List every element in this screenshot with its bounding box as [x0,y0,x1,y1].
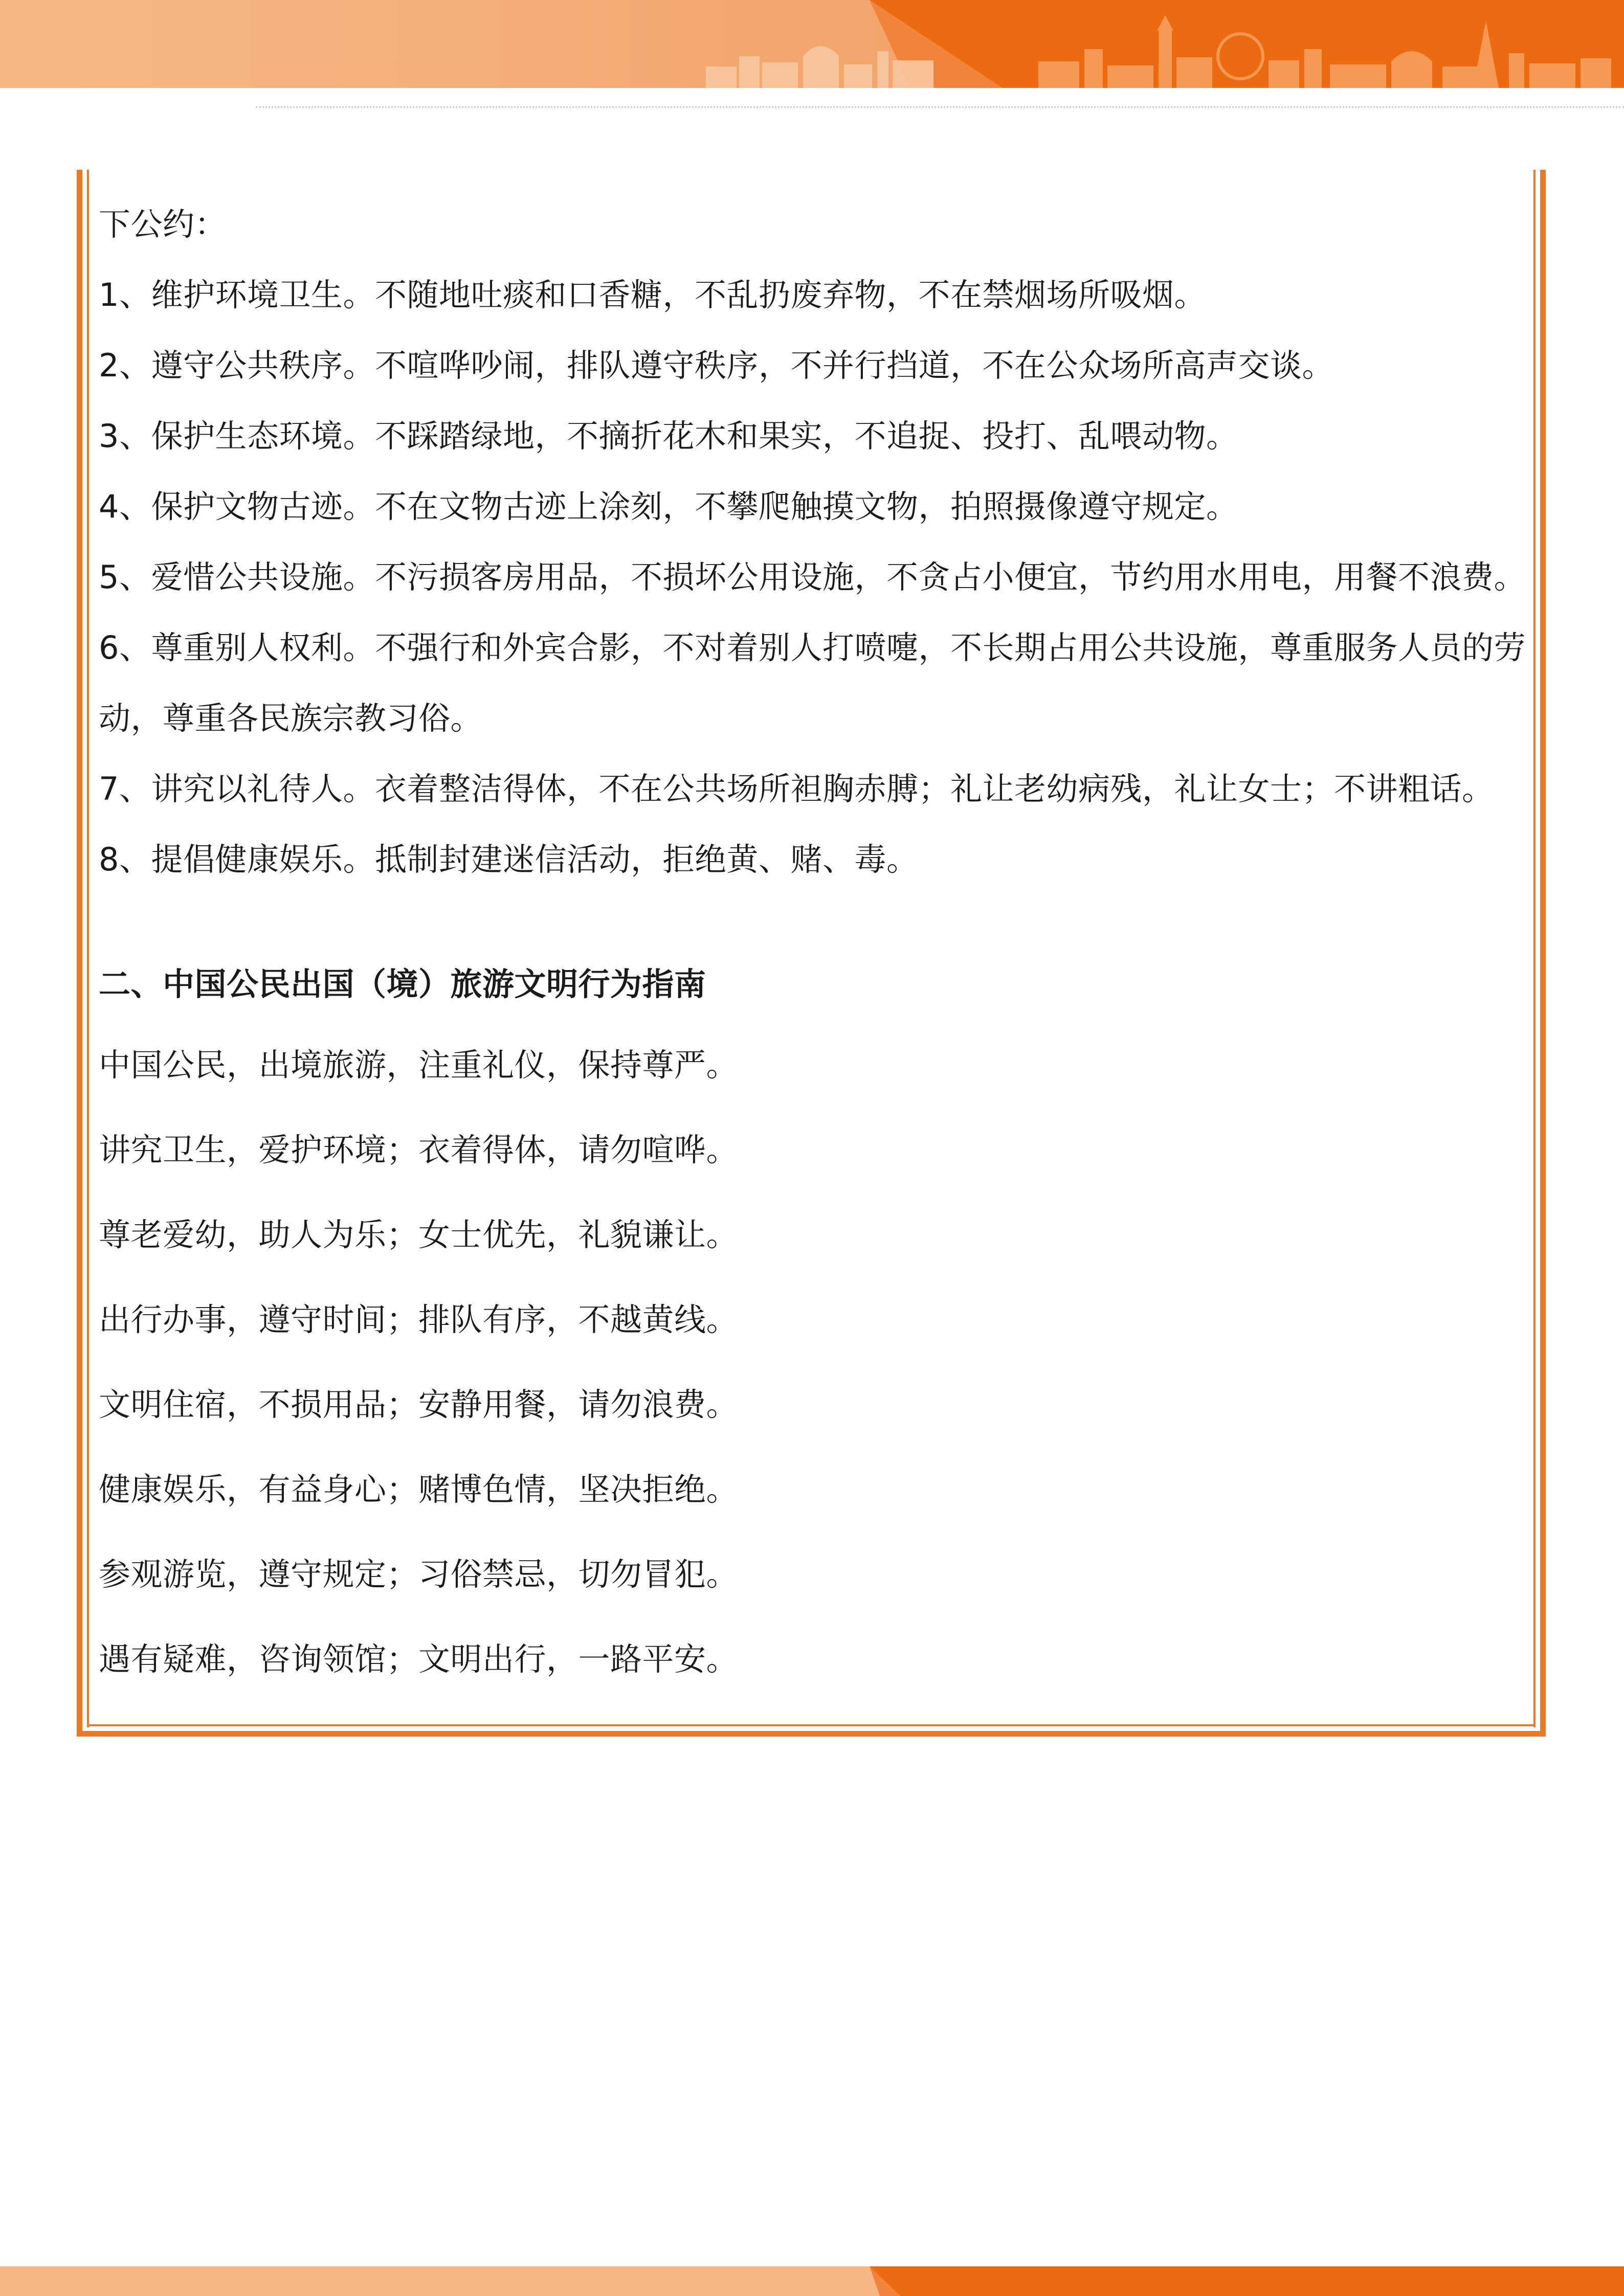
frame-inner-border-bottom [87,1724,1536,1726]
convention-item: 6、尊重别人权利。不强行和外宾合影，不对着别人打喷嚏，不长期占用公共设施，尊重服务人员的劳动，尊重各民族宗教习俗。 [99,629,1526,737]
convention-item: 8、提倡健康娱乐。抵制封建迷信活动，拒绝黄、赌、毒。 [99,841,919,878]
convention-item: 5、爱惜公共设施。不污损客房用品，不损坏公用设施，不贪占小便宜，节约用水用电，用餐不浪费。 [99,558,1526,596]
frame-border-bottom [77,1731,1546,1737]
frame-inner-border-left [87,170,89,1727]
document-body [99,189,1531,1702]
guide-line: 参观游览，遵守规定；习俗禁忌，切勿冒犯。 [99,1556,739,1593]
guide-line: 出行办事，遵守时间；排队有序，不越黄线。 [99,1301,739,1338]
city-skyline-banner [0,0,1624,88]
header-banner [0,0,1624,88]
guide-line: 遇有疑难，咨询领馆；文明出行，一路平安。 [99,1640,739,1678]
footer-decoration [0,2266,1624,2296]
frame-border-right [1540,170,1546,1737]
convention-item: 2、遵守公共秩序。不喧哗吵闹，排队遵守秩序，不并行挡道，不在公众场所高声交谈。 [99,347,1334,384]
convention-item: 7、讲究以礼待人。衣着整洁得体，不在公共场所袒胸赤膊；礼让老幼病残，礼让女士；不讲粗话。 [99,770,1494,807]
convention-item: 1、维护环境卫生。不随地吐痰和口香糖，不乱扔废弃物，不在禁烟场所吸烟。 [99,276,1206,313]
guide-line: 尊老爱幼，助人为乐；女士优先，礼貌谦让。 [99,1216,739,1253]
guide-line: 健康娱乐，有益身心；赌博色情，坚决拒绝。 [99,1471,739,1508]
guide-lines [99,1023,1531,1702]
guide-line: 讲究卫生，爱护环境；衣着得体，请勿喧哗。 [99,1131,739,1168]
header-divider [256,106,1624,108]
guide-line: 中国公民，出境旅游，注重礼仪，保持尊严。 [99,1046,739,1084]
convention-item: 4、保护文物古迹。不在文物古迹上涂刻，不攀爬触摸文物，拍照摄像遵守规定。 [99,488,1238,525]
section-title: 二、中国公民出国（境）旅游文明行为指南 [99,965,706,1003]
frame-border-left [77,170,82,1737]
convention-item: 3、保护生态环境。不踩踏绿地，不摘折花木和果实，不追捉、投打、乱喂动物。 [99,417,1238,455]
convention-list [99,260,1531,895]
frame-inner-border-right [1533,170,1536,1727]
guide-line: 文明住宿，不损用品；安静用餐，请勿浪费。 [99,1386,739,1423]
intro-line: 下公约： [99,206,227,243]
footer-band [0,2266,1624,2296]
